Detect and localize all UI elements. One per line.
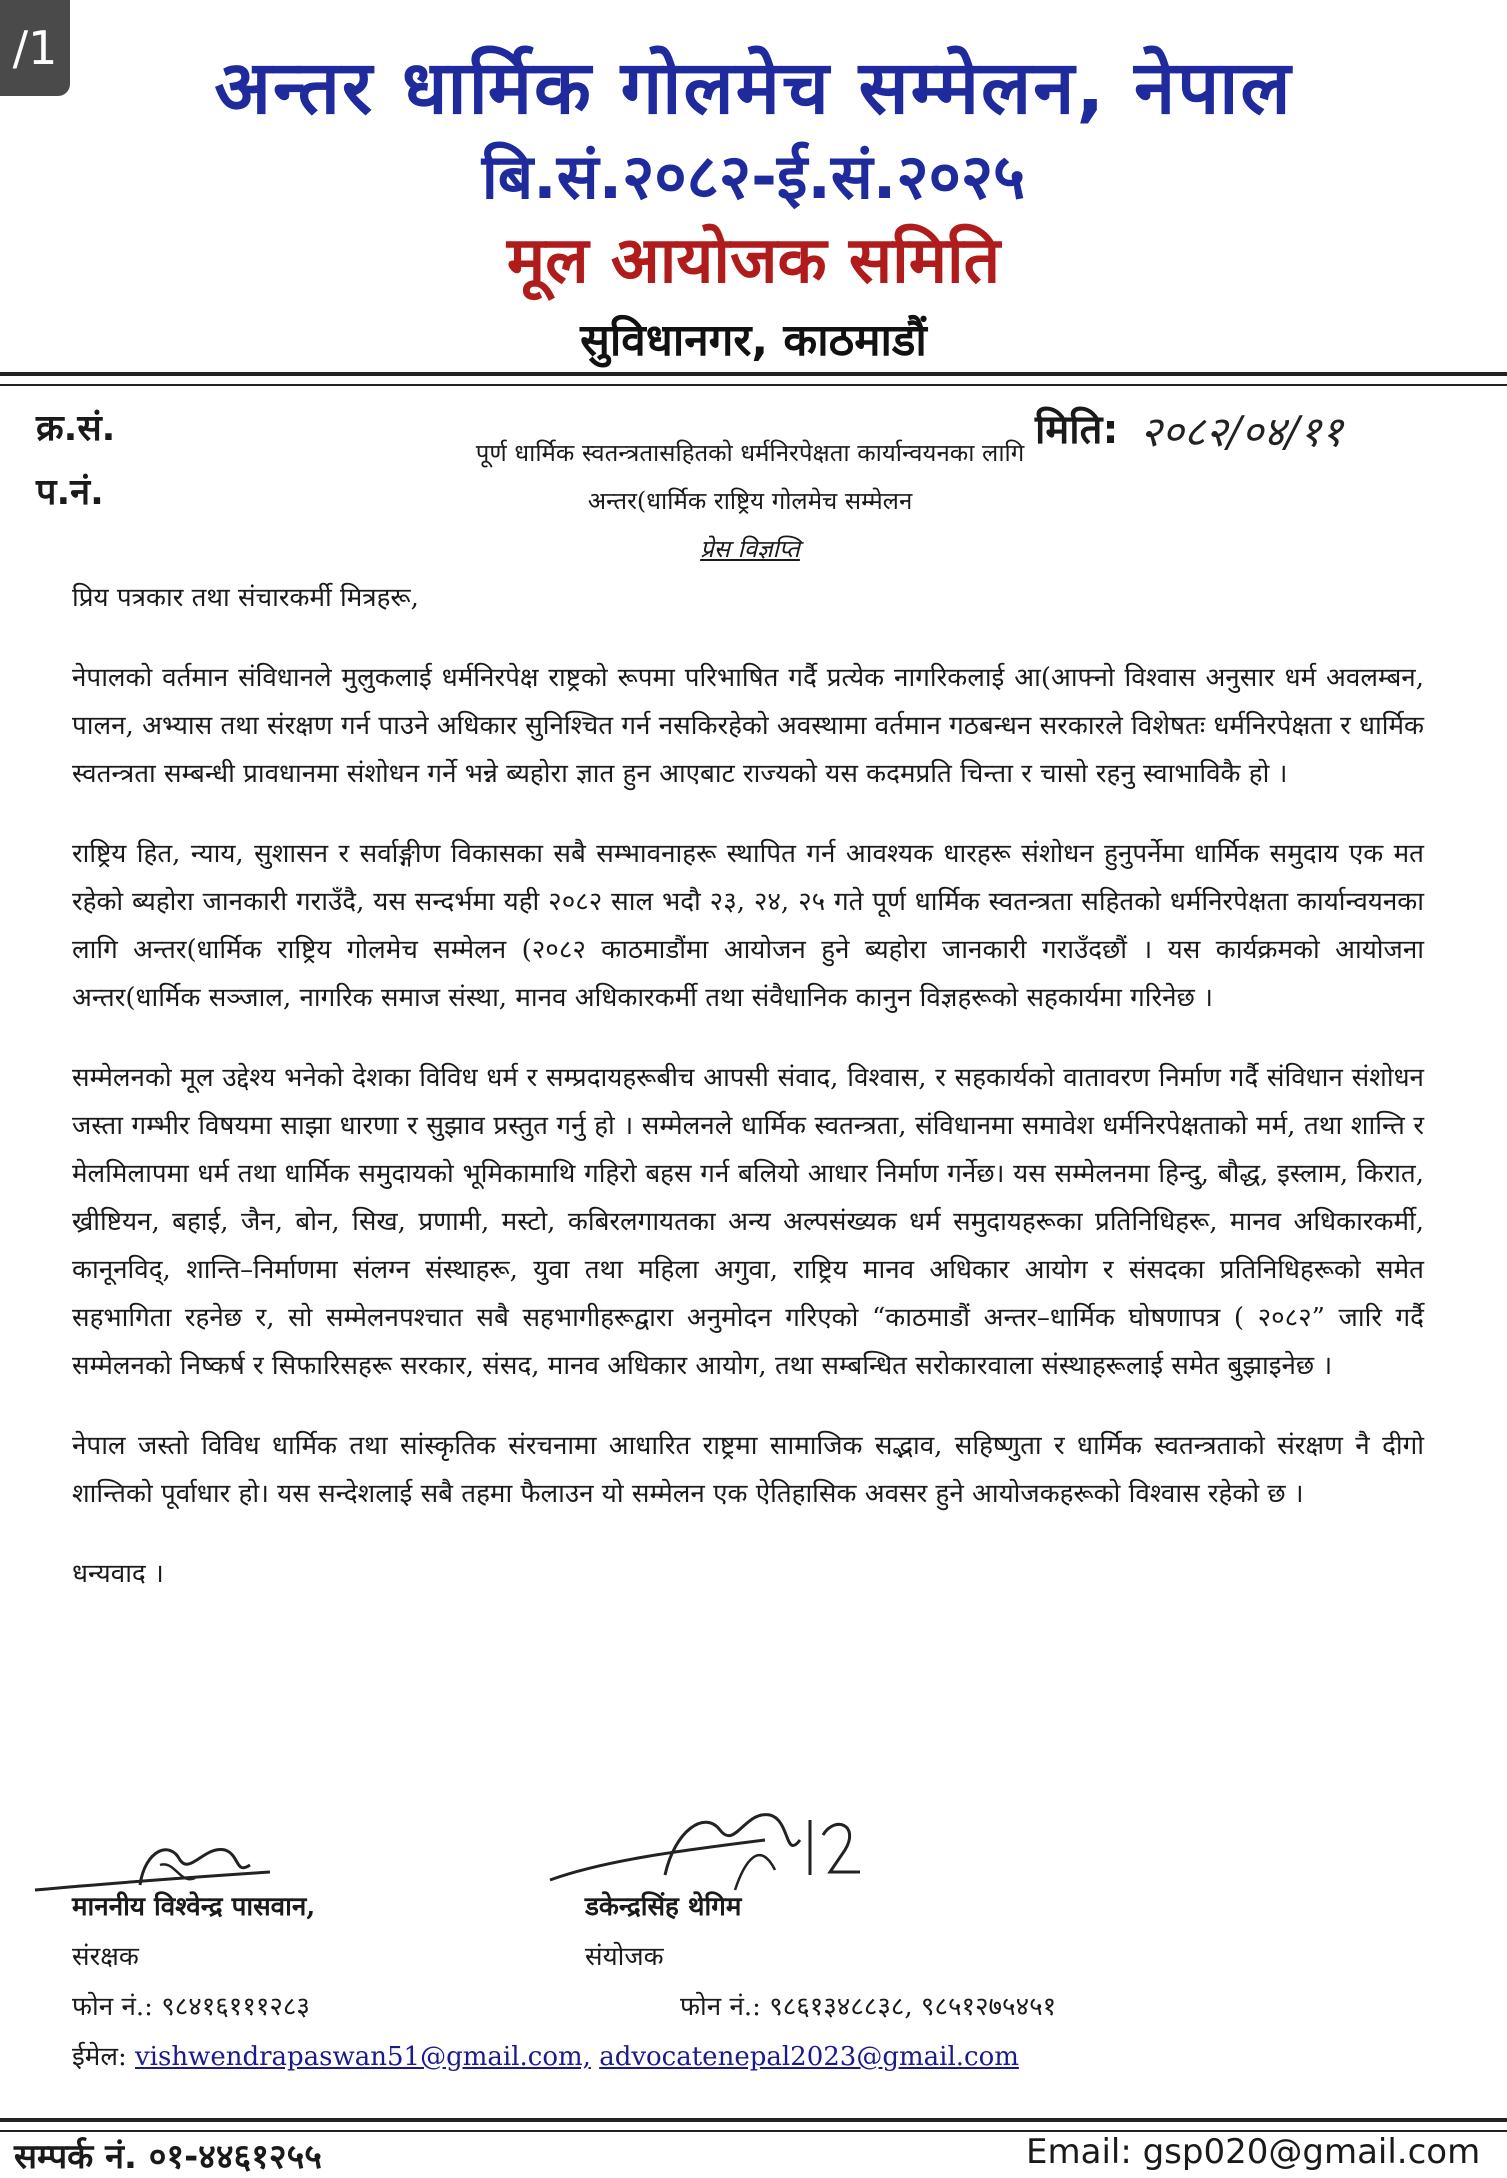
paragraph-1: नेपालको वर्तमान संविधानले मुलुकलाई धर्मनिरपेक्ष राष्ट्रको रूपमा परिभाषित गर्दै प्रत्येक नागरिकलाई आ(आफ्नो विश्वास अनुसार धर्म अवलम्बन, पालन, अभ्यास तथा संरक्षण गर्न पाउने अधिकार सुनिश्चित गर्न नसकिरहेको अवस्थामा वर्तमान गठबन्धन सरकारले विशेषतः धर्मनिरपेक्षता र धार्मिक स्वतन्त्रता सम्बन्धी प्रावधानमा संशोधन गर्ने भन्ने ब्यहोरा ज्ञात हुन आएबाट राज्यको यस कदमप्रति चिन्ता र चासो रहनु स्वाभाविकै हो । (72, 663, 1424, 789)
coordinator-block (585, 1882, 741, 1982)
patron-name: माननीय विश्वेन्द्र पासवान, (72, 1892, 316, 1922)
patron-block (72, 1882, 315, 2032)
year-line: बि.सं.२०८२-ई.सं.२०२५ (481, 140, 1026, 213)
coordinator-phone-block (680, 1982, 1056, 2032)
footer-phone: सम्पर्क नं. ०१-४४६१२५५ (14, 2137, 322, 2177)
coordinator-phone: फोन नं.: ९८६१३४८८३८, ९८५१२७५४५१ (680, 1992, 1057, 2022)
email-label: ईमेल: (72, 2042, 127, 2072)
header-divider (0, 372, 1507, 386)
page-counter: /1 (0, 0, 70, 96)
paragraph-4: नेपाल जस्तो विविध धार्मिक तथा सांस्कृतिक संरचनामा आधारित राष्ट्रमा सामाजिक सद्भाव, सहिष्णुता र धार्मिक स्वतन्त्रताको संरक्षण नै दीगो शान्तिको पूर्वाधार हो। यस सन्देशलाई सबै तहमा फैलाउन यो सम्मेलन एक ऐतिहासिक अवसर हुने आयोजकहरूको विश्वास रहेको छ । (72, 1431, 1424, 1509)
date-label: मिति: (1035, 407, 1119, 453)
patron-phone: फोन नं.: ९८४१६१११२८३ (72, 1992, 310, 2022)
patron-email-link[interactable]: vishwendrapaswan51@gmail.com, (134, 2042, 591, 2072)
footer-divider (0, 2118, 1507, 2132)
coordinator-name: डकेन्द्रसिंह थेगिम (585, 1892, 742, 1922)
heading-line-1: पूर्ण धार्मिक स्वतन्त्रतासहितको धर्मनिरपेक्षता कार्यान्वयनका लागि (475, 439, 1025, 467)
heading-line-2: अन्तर(धार्मिक राष्ट्रिय गोलमेच सम्मेलन (587, 487, 913, 515)
coordinator-email-link[interactable]: advocatenepal2023@gmail.com (599, 2042, 1019, 2072)
serial-number-label: क्र.सं. (36, 408, 116, 449)
date-value: २०८२/०४/११ (1140, 407, 1344, 456)
organization-name: अन्तर धार्मिक गोलमेच सम्मेलन, नेपाल (214, 45, 1293, 131)
closing: धन्यवाद । (72, 1559, 164, 1589)
paragraph-3: सम्मेलनको मूल उद्देश्य भनेको देशका विविध धर्म र सम्प्रदायहरूबीच आपसी संवाद, विश्वास, र सहकार्यको वातावरण निर्माण गर्दै संविधान संशोधन जस्ता गम्भीर विषयमा साझा धारणा र सुझाव प्रस्तुत गर्नु हो । सम्मेलनले धार्मिक स्वतन्त्रता, संविधानमा समावेश धर्मनिरपेक्षताको मर्म, तथा शान्ति र मेलमिलापमा धर्म तथा धार्मिक समुदायको भूमिकामाथि गहिरो बहस गर्न बलियो आधार निर्माण गर्नेछ। यस सम्मेलनमा हिन्दु, बौद्ध, इस्लाम, किरात, ख्रीष्टियन, बहाई, जैन, बोन, सिख, प्रणामी, मस्टो, कबिरलगायतका अन्य अल्पसंख्यक धर्म समुदायहरूका प्रतिनिधिहरू, मानव अधिकारकर्मी, कानूनविद्, शान्ति–निर्माणमा संलग्न संस्थाहरू, युवा तथा महिला अगुवा, राष्ट्रिय मानव अधिकार आयोग र संसदका प्रतिनिधिहरूको समेत सहभागिता रहनेछ र, सो सम्मेलनपश्चात सबै सहभागीहरूद्वारा अनुमोदन गरिएको “काठमाडौं अन्तर–धार्मिक घोषणापत्र ( २०८२” जारि गर्दै सम्मेलनको निष्कर्ष र सिफारिसहरू सरकार, संसद, मानव अधिकार आयोग, तथा सम्बन्धित सरोकारवाला संस्थाहरूलाई समेत बुझाइनेछ । (72, 1063, 1424, 1381)
email-line (72, 2032, 1019, 2082)
salutation: प्रिय पत्रकार तथा संचारकर्मी मित्रहरू, (72, 583, 419, 613)
committee-name: मूल आयोजक समिति (506, 224, 1001, 298)
letter-body (72, 574, 1424, 1630)
patron-role: संरक्षक (72, 1942, 139, 1972)
letter-number-label: प.नं. (36, 472, 104, 513)
press-release-title: प्रेस विज्ञप्ति (700, 535, 800, 563)
paragraph-2: राष्ट्रिय हित, न्याय, सुशासन र सर्वाङ्गीण विकासका सबै सम्भावनाहरू स्थापित गर्न आवश्यक धारहरू संशोधन हुनुपर्नेमा धार्मिक समुदाय एक मत रहेको ब्यहोरा जानकारी गराउँदै, यस सन्दर्भमा यही २०८२ साल भदौ २३, २४, २५ गते पूर्ण धार्मिक स्वतन्त्रता सहितको धर्मनिरपेक्षता कार्यान्वयनका लागि अन्तर(धार्मिक राष्ट्रिय गोलमेच सम्मेलन (२०८२ काठमाडौंमा आयोजन हुने ब्यहोरा जानकारी गराउँदछौं । यस कार्यक्रमको आयोजना अन्तर(धार्मिक सञ्जाल, नागरिक समाज संस्था, मानव अधिकारकर्मी तथा संवैधानिक कानुन विज्ञहरूको सहकार्यमा गरिनेछ । (72, 839, 1424, 1013)
letterhead (0, 40, 1507, 378)
coordinator-role: संयोजक (585, 1942, 664, 1972)
footer-email[interactable]: Email: gsp020@gmail.com (1026, 2132, 1481, 2172)
organization-address: सुविधानगर, काठमाडौं (580, 315, 927, 366)
